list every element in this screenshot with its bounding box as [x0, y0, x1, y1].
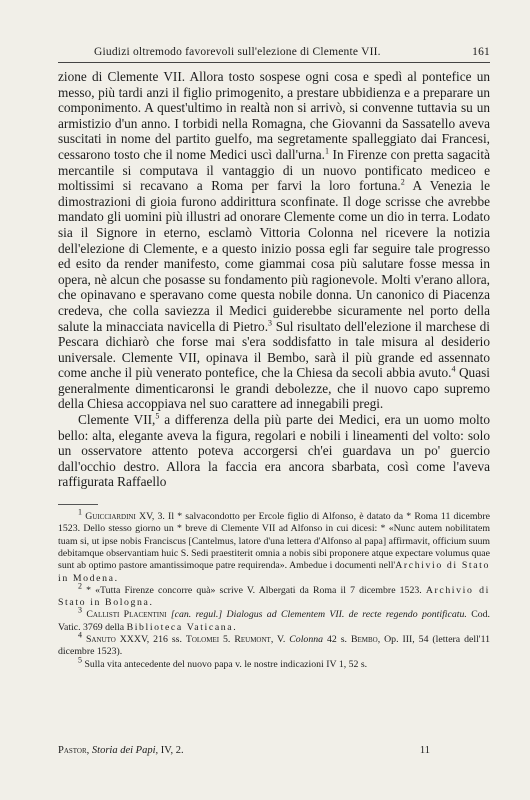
- text-run: a differenza della più parte dei Medici, era un uomo molto bello: alta, elegante aveva la figura, regolari e nobili i lineamenti del volto: solo un osservatore attento poteva accorgersi ch'ei guardava un po' guercio dall'occhio destro. Allora la faccia era ancora sbarbata, così come l'aveva raffigurata Raffaello: [58, 412, 490, 490]
- text-run: A Venezia le dimostrazioni di gioia furono addirittura sconfinate. Il doge scrisse che avrebbe mandato gli uomini più illustri ad onorare Clemente come un dio in terra. Lodato sia il Signore in eterno, esclamò Vittoria Colonna nel ricevere la notizia dell'elezione di Clemente, e a questo inizio possa egli far seguire tale progresso ed esito da render manifesto, come giammai cosa più salutare fosse messa in opera, nè alcun che posasse su fondamento più ragionevole. Molti v'erano allora, che opinavano e speravano come questa nobile donna. Un canonico di Piacenza credeva, che colla saviezza il Medici guiderebbe sicuramente nel porto della salute la minacciata navicella di Pietro.: [58, 178, 490, 334]
- footnote-3: [58, 606, 490, 634]
- header-rule: [58, 62, 490, 63]
- text-run: Quasi generalmente dimenticaronsi le grandi debolezze, che il nuovo capo supremo della Chiesa accoppiava nel suo carattere ad innegabili pregi.: [58, 365, 490, 412]
- running-title: Giudizi oltremodo favorevoli sull'elezione di Clemente VII.: [94, 46, 381, 58]
- footnote-text: Sulla vita antecedente del nuovo papa v. le nostre indicazioni IV 1, 52 s.: [82, 658, 368, 670]
- footnote-text: 5.: [219, 634, 235, 645]
- paragraph-1: [58, 69, 490, 412]
- archive-name: Archivio di Stato in Modena: [58, 560, 490, 584]
- footnote-ref-3: 3: [268, 318, 273, 328]
- cited-title: Colonna: [289, 634, 324, 645]
- footnote-text: .: [233, 621, 236, 633]
- footnote-separator: [58, 504, 98, 505]
- footnote-5: [58, 655, 490, 671]
- footnote-ref-4: 4: [451, 364, 456, 374]
- footer-volume: IV, 2.: [160, 745, 184, 756]
- main-text: [58, 69, 490, 490]
- footnote-text: XXXV, 216 ss.: [115, 634, 186, 645]
- footnote-text: Cod. Vatic. 3769 della: [58, 609, 490, 633]
- paragraph-2: [58, 412, 490, 490]
- footnote-number: 2: [78, 581, 82, 591]
- text-run: In Firenze con pretta sagacità mercantile si computava il vantaggio di un nuovo pontificato mediceo e moltissimi si recavano a Roma per farvi la loro fortuna.: [58, 146, 491, 194]
- footnote-ref-1: 1: [324, 146, 329, 156]
- footnote-text: .: [149, 597, 152, 609]
- cited-author: Callisti Placentini: [86, 609, 167, 621]
- running-head: [58, 46, 490, 58]
- footnote-2: [58, 581, 490, 610]
- footnote-4: [58, 630, 490, 659]
- footnote-text: , Op. III, 54 (lettera dell'11 dicembre 1523).: [58, 634, 490, 658]
- text-run: zione di Clemente VII. Allora tosto sospese ogni cosa e spedì al pontefice un messo, più tardi anzi il figlio primogenito, a prestare ubbidienza e a preparare un componimento. A quest'ultimo in realtà non si arrivò, si convenne tuttavia su un armistizio d'un anno. I torbidi nella Romagna, che Giovanni da Sassatello aveva suscitati in nome del partito guelfo, ma segretamente spalleggiato dai Francesi, cessarono tosto che il nome Medici uscì dall'urna.: [58, 69, 490, 162]
- footer-citation: [58, 745, 184, 756]
- archive-name: Archivio di Stato in Bologna: [58, 584, 490, 609]
- text-run: Clemente VII,: [78, 412, 156, 428]
- cited-author: Tolomei: [185, 634, 220, 645]
- cited-title: [can. regul.] Dialogus ad Clementem VII. de recte regendo pontificatu.: [166, 609, 467, 621]
- page-footer: [58, 745, 430, 756]
- cited-author: Reumont: [234, 634, 271, 645]
- footnote-ref-2: 2: [400, 177, 405, 187]
- footnote-number: 4: [78, 630, 82, 640]
- page-number: 161: [472, 46, 490, 58]
- footnote-number: 5: [78, 655, 82, 665]
- archive-name: Biblioteca Vaticana: [126, 621, 234, 633]
- footnote-1: [58, 507, 490, 585]
- footnotes: [58, 507, 490, 671]
- cited-author: Guicciardini: [85, 511, 136, 523]
- footer-title: Storia dei Papi,: [91, 745, 159, 756]
- signature-mark: 11: [419, 745, 430, 756]
- cited-author: Bembo: [350, 634, 378, 645]
- footnote-ref-5: 5: [155, 411, 160, 421]
- footnote-text: .: [114, 572, 118, 584]
- footnote-text: 42 s.: [323, 634, 351, 645]
- footnote-text: * «Tutta Firenze concorre quà» scrive V. Albergati da Roma il 7 dicembre 1523.: [82, 584, 426, 596]
- text-run: Sul risultato dell'elezione il marchese di Pescara dichiarò che forse mai s'era soddisfatto in tale misura al desiderio universale. Clemente VII, opinava il Bembo, sarà il più grande ed assennato come anche il più venerato pontefice, che la Chiesa da secoli abbia avuto.: [58, 318, 491, 381]
- footnote-number: 1: [78, 507, 82, 517]
- footer-author: Pastor,: [58, 745, 90, 756]
- footnote-text: , V.: [270, 634, 290, 645]
- footnote-text: XV, 3. Il * salvacondotto per Ercole figlio di Alfonso, è datato da * Roma 11 dicembre 1523. Dello stesso giorno un * breve di Clemente VII ad Alfonso in cui dicesi: * «Nunc autem nobilitatem tuam si, ut ipse nobis Franciscus [Cantelmus, latore d'una lettera d'Alfonso al papa] affirmavit, officium suum debitamque observantiam huic S. Sedi praestiterit omnia a nobis sibi proponere atque expectare volumus quae sunt ab optimo pastore amantissimoque patre requirenda». Ambedue i documenti nell': [58, 511, 490, 572]
- cited-author: Sanuto: [85, 634, 116, 645]
- footnote-number: 3: [78, 606, 82, 616]
